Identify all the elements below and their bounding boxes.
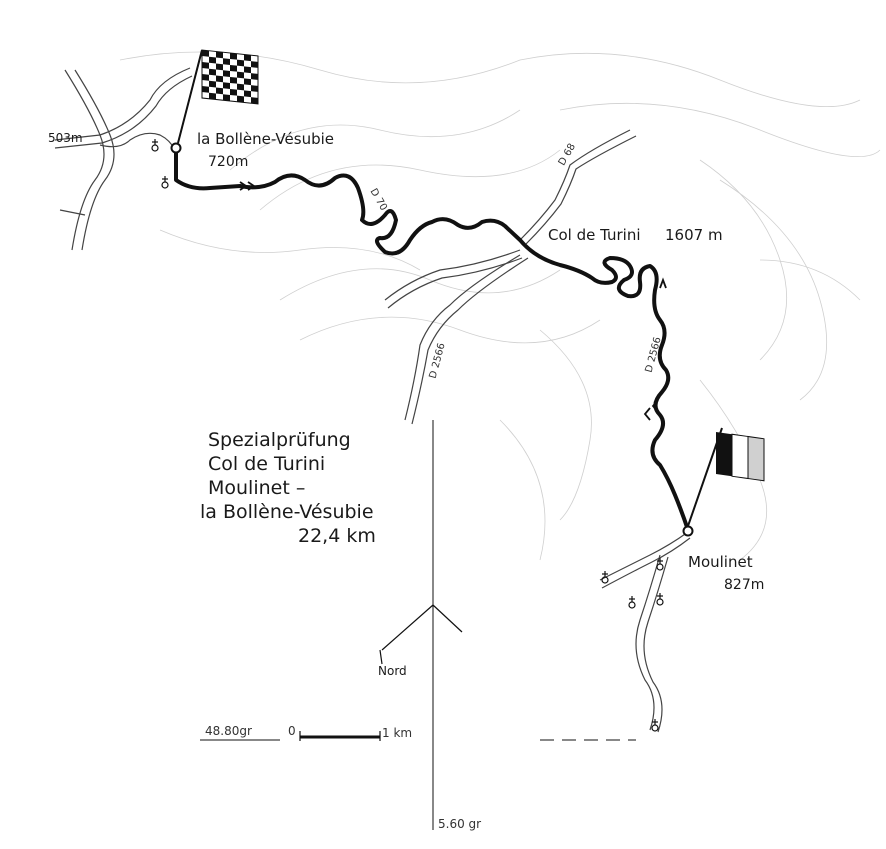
title-line-3: Moulinet – <box>208 477 306 499</box>
north-arrow-icon <box>380 605 462 664</box>
road-label-d2566-east: D 2566 <box>643 335 664 374</box>
elevation-label-turini: 1607 m <box>665 226 723 244</box>
place-label-bollene: la Bollène-Vésubie <box>197 130 334 148</box>
road-label-d2566-west: D 2566 <box>427 341 448 380</box>
title-line-2: Col de Turini <box>208 453 326 475</box>
scale-bar <box>200 731 636 741</box>
direction-chevrons <box>240 182 666 420</box>
latitude-label: 48.80gr <box>205 724 252 738</box>
elevation-label-west: 503m <box>48 131 83 145</box>
title-block <box>200 428 376 548</box>
start-point-bollene <box>172 144 181 153</box>
scale-km-label: 1 km <box>382 726 413 740</box>
place-label-turini: Col de Turini <box>548 226 641 244</box>
tricolor-flag-icon <box>688 428 764 526</box>
start-point-moulinet <box>684 527 693 536</box>
title-line-4: la Bollène-Vésubie <box>200 501 374 523</box>
road-label-d70: D 70 <box>367 186 389 213</box>
elevation-label-bollene: 720m <box>208 154 249 170</box>
place-label-moulinet: Moulinet <box>688 553 753 571</box>
elevation-label-moulinet: 827m <box>724 577 765 593</box>
scale-zero-label: 0 <box>288 724 296 738</box>
title-distance: 22,4 km <box>298 525 376 547</box>
north-label: Nord <box>378 664 407 678</box>
side-roads <box>55 68 690 732</box>
longitude-label: 5.60 gr <box>438 817 482 831</box>
title-line-1: Spezialprüfung <box>208 429 351 451</box>
road-label-d68: D 68 <box>556 141 579 168</box>
